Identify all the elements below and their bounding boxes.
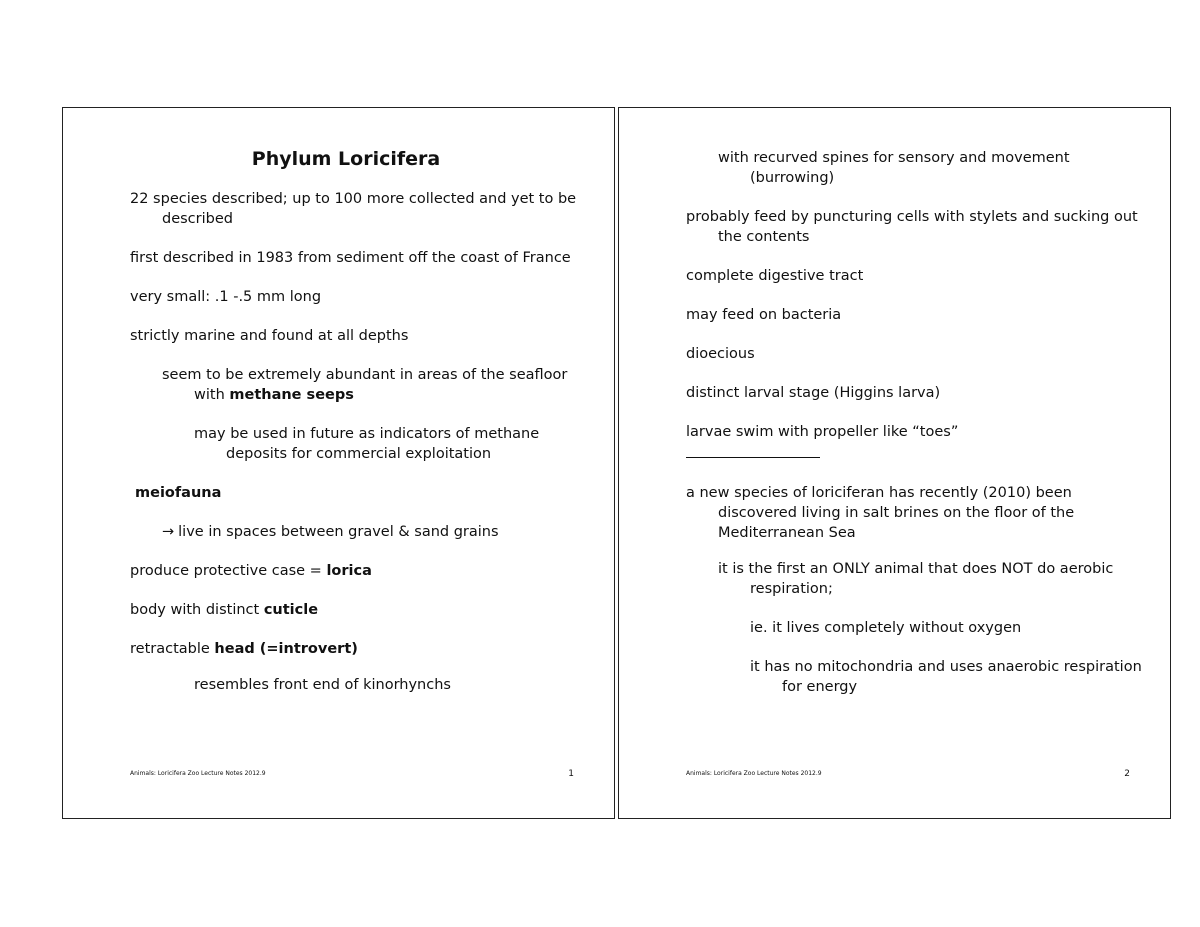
footer-text: Animals: Loricifera Zoo Lecture Notes 2012.9 xyxy=(130,770,266,777)
methane-seeps-bold: methane seeps xyxy=(229,387,354,403)
paragraph-head xyxy=(130,639,594,659)
lorica-bold: lorica xyxy=(326,563,372,579)
paragraph-live-in-spaces xyxy=(162,522,594,542)
paragraph-meiofauna xyxy=(130,483,594,503)
head-text: retractable xyxy=(130,641,215,657)
divider-rule xyxy=(686,457,820,458)
paragraph-first-described: first described in 1983 from sediment off the coast of France xyxy=(130,250,571,266)
paragraph-size: very small: .1 -.5 mm long xyxy=(130,289,322,305)
page-2-footer xyxy=(686,770,1130,778)
paragraph-larval-stage: distinct larval stage (Higgins larva) xyxy=(686,385,941,401)
live-in-spaces-text: live in spaces between gravel & sand grains xyxy=(178,524,499,540)
footer-text: Animals: Loricifera Zoo Lecture Notes 2012.9 xyxy=(686,770,822,777)
paragraph-new-species: a new species of loriciferan has recently (2010) been discovered living in salt brines on the floor of the Mediterranean Sea xyxy=(686,485,1075,541)
paragraph-species-count: 22 species described; up to 100 more collected and yet to be described xyxy=(130,191,577,227)
paragraph-digestive-tract: complete digestive tract xyxy=(686,268,864,284)
paragraph-dioecious: dioecious xyxy=(686,346,755,362)
arrow-right-icon: → xyxy=(162,524,175,540)
paragraph-feeding: probably feed by puncturing cells with stylets and sucking out the contents xyxy=(686,209,1138,245)
paragraph-no-aerobic: it is the first an ONLY animal that does NOT do aerobic respiration; xyxy=(718,561,1114,597)
paragraph-methane-seeps xyxy=(162,365,594,405)
head-bold: head (=introvert) xyxy=(214,641,358,657)
paragraph-recurved-spines: with recurved spines for sensory and movement (burrowing) xyxy=(718,150,1070,186)
paragraph-lorica xyxy=(130,561,594,581)
paragraph-habitat: strictly marine and found at all depths xyxy=(130,328,409,344)
paragraph-kinorhynchs: resembles front end of kinorhynchs xyxy=(194,677,451,693)
page-title: Phylum Loricifera xyxy=(251,148,441,170)
methane-seeps-text: seem to be extremely abundant in areas of the seafloor with xyxy=(162,367,568,403)
paragraph-without-oxygen: ie. it lives completely without oxygen xyxy=(750,620,1022,636)
slide-page-2 xyxy=(618,107,1171,819)
cuticle-text: body with distinct xyxy=(130,602,264,618)
page-1-footer xyxy=(130,770,574,778)
cuticle-bold: cuticle xyxy=(263,602,319,618)
lorica-text: produce protective case = xyxy=(130,563,327,579)
page-1-content xyxy=(130,148,594,714)
paragraph-indicators: may be used in future as indicators of methane deposits for commercial exploitation xyxy=(194,426,540,462)
meiofauna-bold: meiofauna xyxy=(135,485,222,501)
paragraph-larvae-swim: larvae swim with propeller like “toes” xyxy=(686,424,959,440)
paragraph-cuticle xyxy=(130,600,594,620)
page-2-content xyxy=(686,148,1150,716)
page-number: 1 xyxy=(568,769,574,779)
paragraph-bacteria: may feed on bacteria xyxy=(686,307,842,323)
slide-page-1 xyxy=(62,107,615,819)
page-number: 2 xyxy=(1124,769,1130,779)
paragraph-no-mitochondria: it has no mitochondria and uses anaerobic respiration for energy xyxy=(750,659,1142,695)
